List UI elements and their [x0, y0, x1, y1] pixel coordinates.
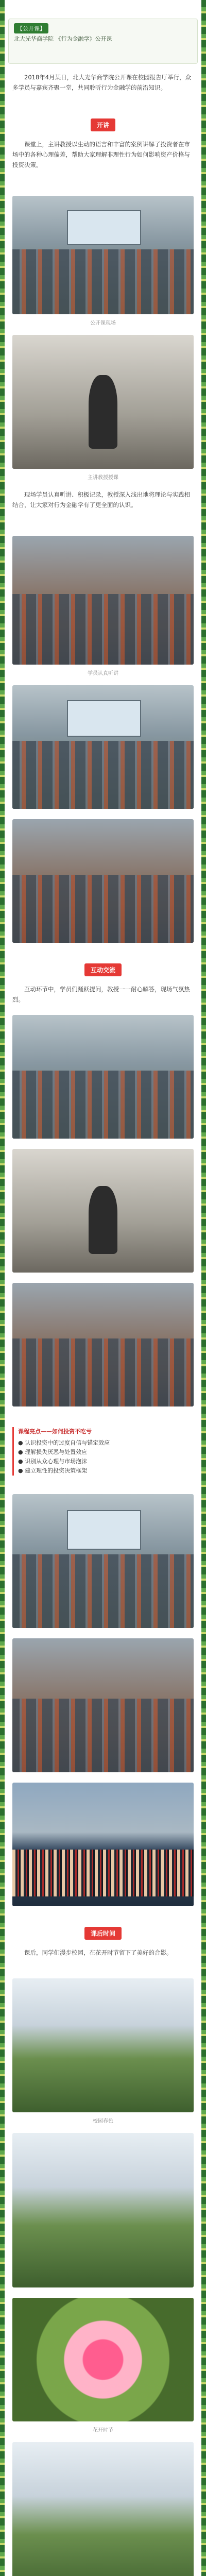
photo-flowers [12, 2298, 194, 2421]
photo-caption: 花开时节 [93, 2428, 113, 2433]
highlights-title: 课程亮点——如何投资不吃亏 [18, 1428, 92, 1435]
highlight-item: ● 识别从众心理与市场泡沫 [18, 1458, 88, 1465]
highlight-item: ● 认识投资中的过度自信与锚定效应 [18, 1439, 110, 1446]
highlights-box [12, 1427, 194, 1476]
banner-tag: 【公开课】 [14, 23, 48, 33]
photo-audience-2 [12, 819, 194, 943]
intro-paragraph: 2018年4月某日，北大光华商学院公开课在校园报告厅举行，众多学员与嘉宾齐聚一堂，共同聆听行为金融学的前沿知识。 [12, 74, 192, 91]
photo-audience-3 [12, 1283, 194, 1406]
photo-caption: 校园春色 [93, 2119, 113, 2124]
photo-lecture-hall-2 [12, 685, 194, 809]
learning-paragraph: 现场学员认真听讲、积极记录，教授深入浅出地将理论与实践相结合，让大家对行为金融学有了更全面的认识。 [12, 491, 190, 509]
right-border-decoration [201, 0, 206, 2576]
audience-seats [12, 594, 194, 665]
photo-interaction [12, 1015, 194, 1139]
photo-campus [12, 1978, 194, 2112]
photo-audience [12, 536, 194, 665]
section-heading-start: 开讲 [91, 118, 115, 131]
crowd-figures [12, 1850, 194, 1896]
photo-lecture-hall-3 [12, 1494, 194, 1628]
intro-banner [8, 19, 198, 64]
interaction-paragraph: 互动环节中，学员们踊跃提问，教授一一耐心解答，现场气氛热烈。 [12, 986, 190, 1003]
lecture-paragraph: 课堂上，主讲教授以生动的语言和丰富的案例讲解了投资者在市场中的各种心理偏差，帮助大家理解非理性行为如何影响资产价格与投资决策。 [12, 141, 190, 168]
projection-screen [67, 210, 142, 245]
audience-seats [12, 1554, 194, 1628]
audience-seats [12, 1699, 194, 1772]
section-heading-after-class: 课后时间 [84, 1927, 122, 1940]
projection-screen [67, 1510, 142, 1550]
section-heading-interaction: 互动交流 [84, 963, 122, 976]
audience-seats [12, 875, 194, 943]
photo-caption: 学员认真听讲 [88, 671, 118, 676]
audience-seats [12, 1071, 194, 1139]
projection-screen [67, 700, 142, 737]
photo-speaker [12, 335, 194, 469]
left-border-decoration [0, 0, 5, 2576]
highlight-item: ● 理解损失厌恶与处置效应 [18, 1449, 88, 1455]
photo-crowd [12, 1783, 194, 1906]
photo-campus-2 [12, 2133, 194, 2287]
photo-speaker-2 [12, 1149, 194, 1273]
audience-seats [12, 1338, 194, 1406]
photo-campus-3 [12, 2442, 194, 2576]
speaker-figure [89, 1186, 117, 1254]
banner-text: 北大光华商学院 《行为金融学》公开课 [14, 36, 112, 42]
photo-audience-4 [12, 1638, 194, 1772]
audience-seats [12, 741, 194, 809]
audience-seats [12, 249, 194, 315]
photo-caption: 公开课现场 [90, 320, 116, 326]
photo-caption: 主讲教授授课 [88, 475, 118, 481]
highlight-item: ● 建立理性的投资决策框架 [18, 1467, 88, 1474]
photo-lecture-hall [12, 196, 194, 314]
after-class-paragraph: 课后，同学们漫步校园，在花开时节留下了美好的合影。 [24, 1949, 173, 1956]
speaker-figure [89, 375, 117, 449]
